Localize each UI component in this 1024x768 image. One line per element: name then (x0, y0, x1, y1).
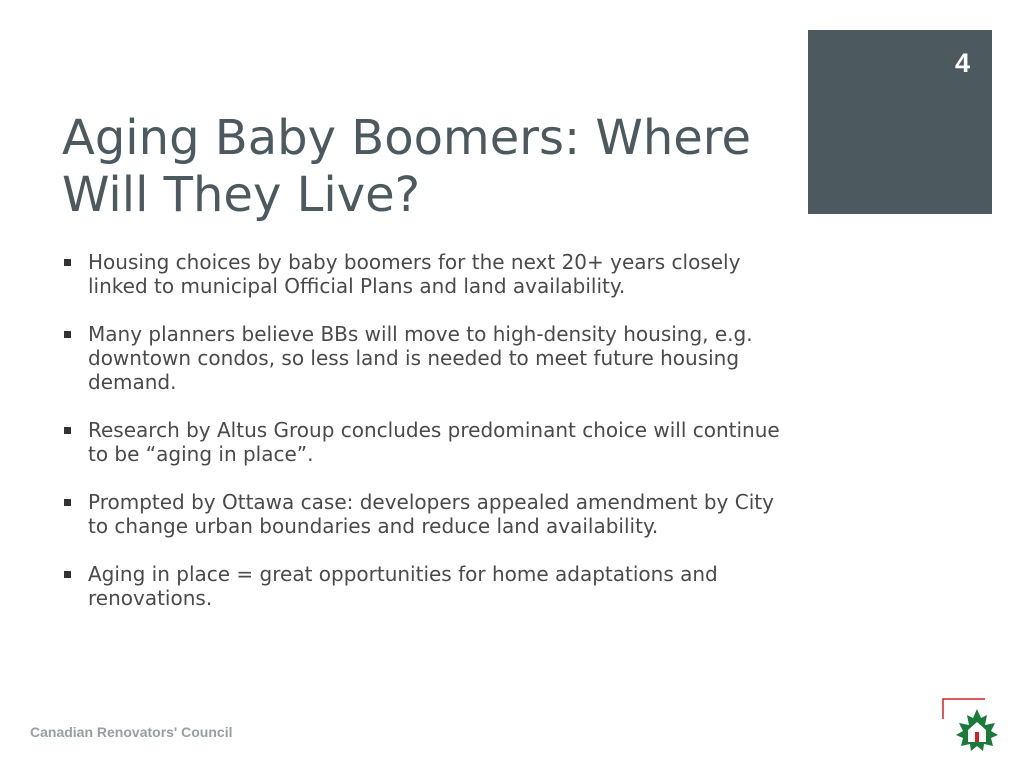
square-bullet-icon (64, 427, 71, 434)
bullet-item (62, 418, 782, 466)
page-number-box (808, 30, 992, 214)
bullet-text: Prompted by Ottawa case: developers appealed amendment by City to change urban boundaries and reduce land availability. (88, 490, 774, 538)
square-bullet-icon (64, 331, 71, 338)
bullet-text: Research by Altus Group concludes predominant choice will continue to be “aging in place”. (88, 418, 780, 466)
bullet-text: Aging in place = great opportunities for home adaptations and renovations. (88, 562, 718, 610)
square-bullet-icon (64, 259, 71, 266)
slide-title: Aging Baby Boomers: Where Will They Live? (62, 110, 752, 223)
page-number: 4 (954, 48, 970, 78)
bullet-item (62, 562, 782, 610)
bullet-item (62, 322, 782, 394)
bullet-text: Many planners believe BBs will move to high-density housing, e.g. downtown condos, so less land is needed to meet future housing demand. (88, 322, 753, 394)
square-bullet-icon (64, 499, 71, 506)
bullet-item (62, 490, 782, 538)
maple-leaf-house-logo (941, 697, 1001, 757)
bullet-list (62, 250, 782, 634)
footer-organization: Canadian Renovators' Council (30, 724, 233, 740)
bullet-text: Housing choices by baby boomers for the next 20+ years closely linked to municipal Official Plans and land availability. (88, 250, 741, 298)
bullet-item (62, 250, 782, 298)
square-bullet-icon (64, 571, 71, 578)
